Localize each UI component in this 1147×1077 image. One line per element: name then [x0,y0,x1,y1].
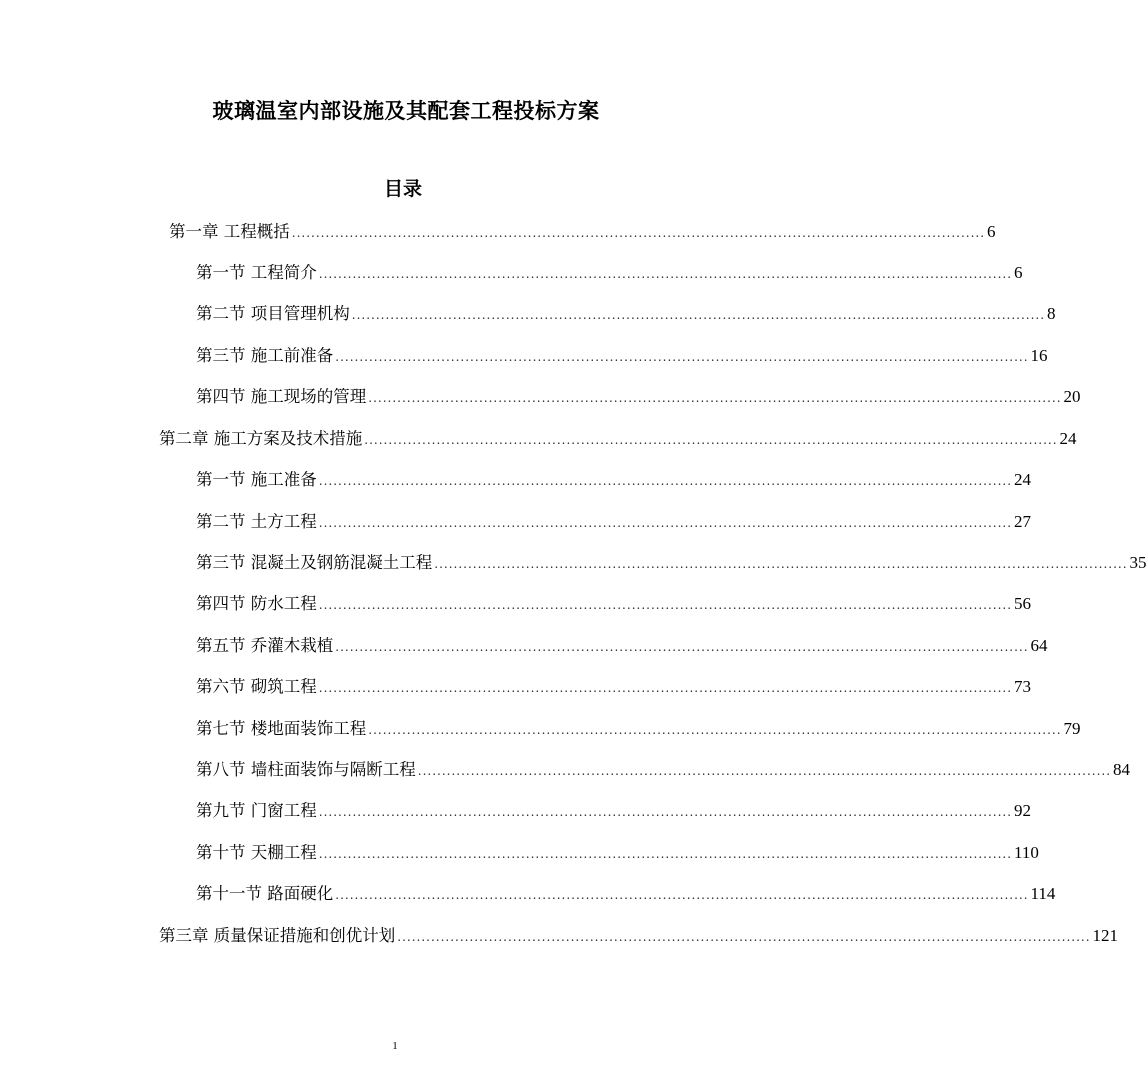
dot-leader: ................................................................................................................................................ [318,598,1013,612]
toc-entry-section[interactable] [196,300,1056,328]
toc-entry-label: 第三节 施工前准备 [196,346,334,365]
toc-entry-page: 114 [1030,884,1056,903]
toc-entry-label: 第一节 施工准备 [196,470,317,489]
toc-entry-label: 第八节 墙柱面装饰与隔断工程 [196,760,416,779]
toc-entry-page: 24 [1059,429,1077,448]
toc-entry-label: 第三节 混凝土及钢筋混凝土工程 [196,553,433,572]
toc-entry-page: 6 [987,222,996,241]
toc-entry-label: 第四节 防水工程 [196,594,317,613]
document-title: 玻璃温室内部设施及其配套工程投标方案 [212,99,600,123]
toc-entry-section[interactable] [196,508,1032,536]
toc-entry-label: 第六节 砌筑工程 [196,677,317,696]
toc-entry-section[interactable] [196,756,1131,784]
toc-entry-page: 20 [1063,387,1081,406]
toc-entry-section[interactable] [196,797,1032,825]
toc-entry-page: 73 [1014,677,1032,696]
toc-entry-page: 16 [1030,346,1048,365]
toc-entry-label: 第四节 施工现场的管理 [196,387,367,406]
toc-entry-page: 6 [1014,263,1023,282]
toc-entry-label: 第一章 工程概括 [169,222,290,241]
dot-leader: ................................................................................................................................................ [335,640,1029,654]
toc-entry-page: 79 [1063,719,1081,738]
dot-leader: ................................................................................................................................................ [417,764,1112,778]
toc-entry-page: 110 [1014,843,1039,862]
dot-leader: ................................................................................................................................................ [397,930,1091,944]
toc-entry-chapter-1[interactable] [169,218,996,246]
toc-entry-page: 24 [1014,470,1032,489]
toc-entry-page: 8 [1047,304,1056,323]
dot-leader: ................................................................................................................................................ [318,267,1013,281]
toc-entry-page: 64 [1030,636,1048,655]
toc-entry-page: 121 [1092,926,1119,945]
toc-entry-section[interactable] [196,632,1048,660]
toc-heading: 目录 [383,178,422,200]
toc-entry-section[interactable] [196,880,1056,908]
toc-entry-section[interactable] [196,466,1032,494]
dot-leader: ................................................................................................................................................ [351,308,1046,322]
toc-entry-page: 84 [1113,760,1131,779]
toc-entry-page: 56 [1014,594,1032,613]
toc-entry-label: 第一节 工程简介 [196,263,317,282]
dot-leader: ................................................................................................................................................ [335,350,1029,364]
toc-entry-label: 第九节 门窗工程 [196,801,317,820]
toc-entry-chapter-2[interactable] [159,425,1077,453]
toc-entry-label: 第二章 施工方案及技术措施 [159,429,363,448]
toc-entry-section[interactable] [196,715,1081,743]
dot-leader: ................................................................................................................................................ [318,805,1013,819]
dot-leader: ................................................................................................................................................ [368,391,1062,405]
toc-entry-section[interactable] [196,259,1023,287]
toc-entry-section[interactable] [196,383,1081,411]
dot-leader: ................................................................................................................................................ [364,433,1058,447]
toc-entry-page: 35 [1129,553,1147,572]
dot-leader: ................................................................................................................................................ [368,723,1062,737]
dot-leader: ................................................................................................................................................ [318,474,1013,488]
toc-entry-page: 27 [1014,512,1032,531]
toc-entry-label: 第五节 乔灌木栽植 [196,636,334,655]
dot-leader: ................................................................................................................................................ [434,557,1128,571]
toc-entry-label: 第二节 土方工程 [196,512,317,531]
dot-leader: ................................................................................................................................................ [318,681,1013,695]
toc-entry-section[interactable] [196,590,1032,618]
toc-entry-label: 第十一节 路面硬化 [196,884,334,903]
dot-leader: ................................................................................................................................................ [291,226,986,240]
toc-entry-label: 第十节 天棚工程 [196,843,317,862]
toc-entry-section[interactable] [196,673,1032,701]
toc-entry-label: 第七节 楼地面装饰工程 [196,719,367,738]
toc-entry-label: 第二节 项目管理机构 [196,304,350,323]
page-number: 1 [392,1040,398,1052]
toc-entry-section[interactable] [196,342,1048,370]
dot-leader: ................................................................................................................................................ [318,847,1013,861]
toc-entry-chapter-3[interactable] [159,922,1119,950]
toc-entry-page: 92 [1014,801,1032,820]
toc-entry-section[interactable] [196,549,1147,577]
toc-entry-section[interactable] [196,839,1039,867]
dot-leader: ................................................................................................................................................ [335,888,1029,902]
toc-entry-label: 第三章 质量保证措施和创优计划 [159,926,396,945]
dot-leader: ................................................................................................................................................ [318,516,1013,530]
